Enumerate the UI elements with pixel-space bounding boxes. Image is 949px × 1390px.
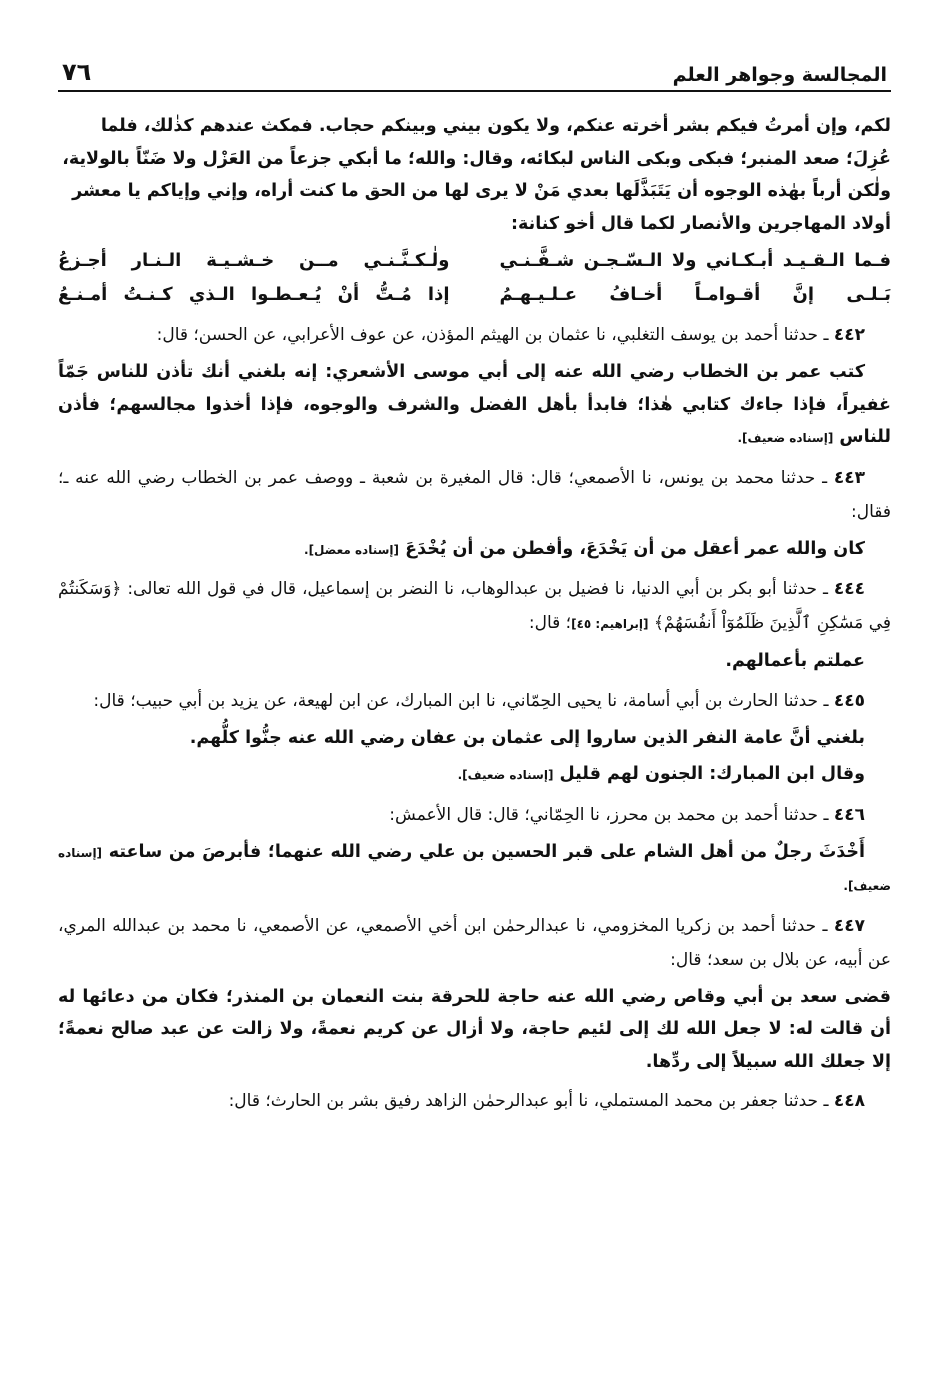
isnad-text: ـ حدثنا أحمد بن يوسف التغلبي، نا عثمان بن الهيثم المؤذن، عن عوف الأعرابي، عن الحسن؛ قال: bbox=[156, 325, 829, 345]
matn-text: بلغني أنَّ عامة النفر الذين ساروا إلى عثمان بن عفان رضي الله عنه جنُّوا كلُّهم. bbox=[189, 727, 865, 748]
page-body bbox=[58, 110, 891, 1118]
grade-note: [إسناده ضعيف]. bbox=[737, 431, 834, 445]
hadith-isnad bbox=[58, 684, 891, 718]
matn-text: عملتم بأعمالهم. bbox=[725, 651, 865, 671]
hadith-number: ٤٤٢ bbox=[833, 325, 865, 345]
hadith-matn bbox=[58, 836, 891, 903]
isnad-text: ـ حدثنا أحمد بن محمد بن محرز، نا الحِمّاني؛ قال: قال الأعمش: bbox=[389, 804, 829, 825]
hadith-isnad bbox=[58, 318, 891, 352]
isnad-text: ـ حدثنا أحمد بن زكريا المخزومي، نا عبدالرحمٰن ابن أخي الأصمعي، عن الأصمعي، نا محمد بن عبدالله المري، عن أبيه، عن بلال بن سعد؛ قال: bbox=[58, 915, 891, 970]
hadith-isnad bbox=[58, 461, 891, 529]
quran-verse: ﴿وَسَكَنتُمْ فِي مَسَٰكِنِ ٱلَّذِينَ ظَلَمُوٓاْ أَنفُسَهُمْ﴾ bbox=[58, 579, 891, 633]
hadith-matn bbox=[58, 356, 891, 455]
isnad-text: ـ حدثنا أبو بكر بن أبي الدنيا، نا فضيل بن عبدالوهاب، نا النضر بن إسماعيل، قال في قول الله تعالى: bbox=[127, 579, 828, 599]
hadith-number: ٤٤٦ bbox=[833, 804, 865, 825]
hadith-number: ٤٤٥ bbox=[833, 690, 865, 711]
matn-text: أَخْدَثَ رجلٌ من أهل الشام على قبر الحسين بن علي رضي الله عنهما؛ فأبرصَ من ساعته bbox=[108, 841, 865, 862]
hadith-matn-continuation bbox=[58, 758, 891, 792]
hadith-isnad bbox=[58, 798, 891, 832]
matn-text: قضى سعد بن أبي وقاص رضي الله عنه حاجة للحرقة بنت النعمان بن المنذر؛ فكان من دعائها له أن قالت له: لا جعل الله لك إلى لئيم حاجة، ولا أزال عن كريم نعمةً، ولا زالت عن عبد صالح نعمةً؛ إلا جعلك الله سبيلاً إلى ردِّها. bbox=[58, 986, 891, 1072]
isnad-text: ـ حدثنا محمد بن يونس، نا الأصمعي؛ قال: قال المغيرة بن شعبة ـ ووصف عمر بن الخطاب رضي الله عنه ـ؛ فقال: bbox=[58, 467, 891, 522]
hadith-number: ٤٤٨ bbox=[833, 1091, 865, 1111]
isnad-text: ـ حدثنا جعفر بن محمد المستملي، نا أبو عبدالرحمٰن الزاهد رفيق بشر بن الحارث؛ قال: bbox=[228, 1091, 829, 1111]
grade-note: [إسناده معضل]. bbox=[304, 542, 400, 557]
grade-note: [إسناده ضعيف]. bbox=[58, 845, 891, 893]
isnad-text: ـ حدثنا الحارث بن أبي أسامة، نا يحيى الحِمّاني، نا ابن المبارك، عن ابن لهيعة، عن يزيد بن أبي حبيب؛ قال: bbox=[93, 690, 829, 711]
page-number: ٧٦ bbox=[62, 58, 92, 86]
hadith-isnad bbox=[58, 1084, 891, 1118]
hadith-matn bbox=[58, 722, 891, 755]
verse-second-hemistich: إذا مُـتُّ أنْ يُـعـطـوا الـذي كـنـتُ أمـنـعُ bbox=[58, 284, 450, 305]
hadith-matn bbox=[58, 645, 891, 678]
hadith-matn bbox=[58, 981, 891, 1079]
hadith-number: ٤٤٣ bbox=[833, 467, 865, 488]
continuation-line: لكم، وإن أمرتُ فيكم بشر أخرته عنكم، ولا يكون بيني وبينكم حجاب. فمكث عندهم كذٰلك، فلما bbox=[100, 116, 891, 136]
continuation-line: أولاد المهاجرين والأنصار لكما قال أخو كنانة: bbox=[511, 213, 891, 234]
continuation-line: عُزِلَ؛ صعد المنبر؛ فبكى وبكى الناس لبكائه، وقال: والله؛ ما أبكي جزعاً من العَزْل ولا ضَنّاً بالولاية، bbox=[62, 148, 891, 169]
hadith-number: ٤٤٤ bbox=[833, 579, 865, 599]
poem-verse bbox=[58, 278, 891, 312]
matn-text: كان والله عمر أعقل من أن يَخْدَعَ، وأفطن من أن يُخْدَعَ bbox=[405, 538, 865, 559]
verse-first-hemistich: بَـلـى إنَّ أقـوامـاً أخـافُ عـلـيـهـمُ bbox=[499, 284, 891, 305]
hadith-number: ٤٤٧ bbox=[833, 915, 865, 936]
isnad-tail: ؛ قال: bbox=[528, 613, 572, 633]
verse-first-hemistich: فـما الـقـيـد أبـكـاني ولا الـسّـجـن شـفَّـنـي bbox=[499, 250, 891, 271]
verse-second-hemistich: ولٰـكـنَّـنـي مــن خـشـيـة الـنـار أجـزعُ bbox=[58, 250, 450, 271]
quran-reference: [إبراهيم: ٤٥] bbox=[571, 617, 649, 631]
grade-note: [إسناده ضعيف]. bbox=[457, 768, 554, 782]
running-title: المجالسة وجواهر العلم bbox=[672, 64, 887, 86]
matn-text: كتب عمر بن الخطاب رضي الله عنه إلى أبي موسى الأشعري: إنه بلغني أنك تأذن للناس جَمّاً غفيراً، فإذا جاءك كتابي هٰذا؛ فابدأ بأهل الفضل والشرف والوجوه، فإذا أخذوا مجالسهم؛ فأذن للناس bbox=[58, 362, 891, 447]
page-header bbox=[58, 50, 891, 92]
continuation-line: ولٰكن أرباً بهٰذه الوجوه أن يَتَبَذَّلَها بعدي مَنْ لا يرى لها من الحق ما كنت أراه، وإني وإياكم يا معشر bbox=[72, 181, 891, 201]
poem-verse bbox=[58, 244, 891, 278]
hadith-isnad bbox=[58, 909, 891, 977]
matn-text: وقال ابن المبارك: الجنون لهم قليل bbox=[559, 764, 865, 784]
hadith-isnad bbox=[58, 572, 891, 641]
hadith-matn bbox=[58, 533, 891, 567]
book-page bbox=[58, 50, 891, 1118]
poem bbox=[58, 244, 891, 312]
